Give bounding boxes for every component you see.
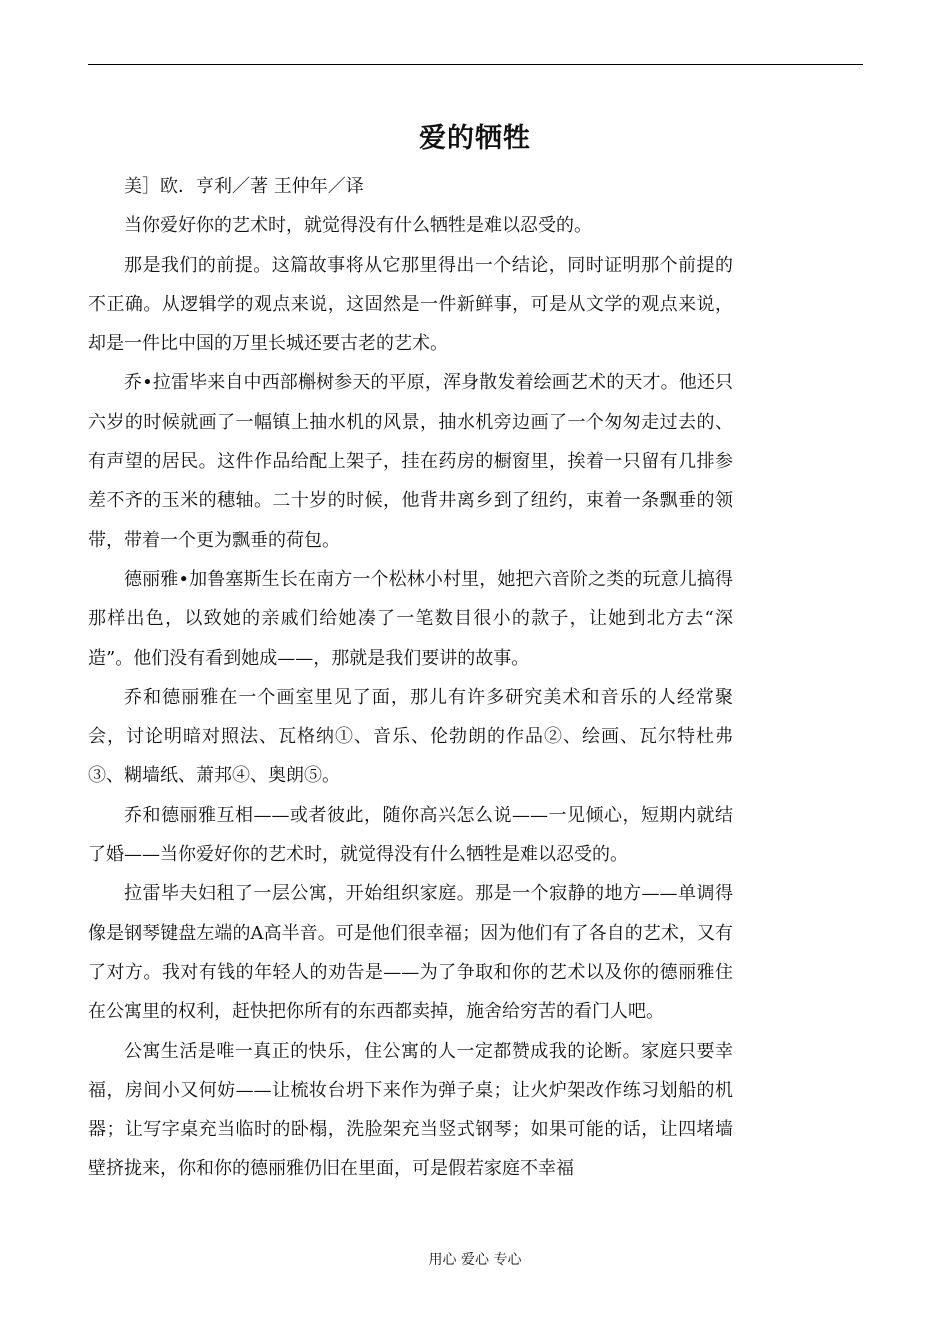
paragraph: 乔和德丽雅在一个画室里见了面，那儿有许多研究美术和音乐的人经常聚会，讨论明暗对照法、瓦格纳①、音乐、伦勃朗的作品②、绘画、瓦尔特杜弗③、糊墙纸、萧邦④、奥朗⑤。: [88, 686, 733, 787]
article-title: 爱的牺牲: [419, 123, 531, 154]
paragraph: 拉雷毕夫妇租了一层公寓，开始组织家庭。那是一个寂静的地方——单调得像是钢琴键盘左端的A高半音。可是他们很幸福；因为他们有了各自的艺术，又有了对方。我对有钱的年轻人的劝告是——为了争取和你的艺术以及你的德丽雅住在公寓里的权利，赶快把你所有的东西都卖掉，施舍给穷苦的看门人吧。: [88, 883, 733, 1023]
article-body: [88, 167, 733, 1189]
paragraph: 乔•拉雷毕来自中西部槲树参天的平原，浑身散发着绘画艺术的天才。他还只六岁的时候就画了一幅镇上抽水机的风景，抽水机旁边画了一个匆匆走过去的、有声望的居民。这件作品给配上架子，挂在药房的橱窗里，挨着一只留有几排参差不齐的玉米的穗轴。二十岁的时候，他背井离乡到了纽约，束着一条飘垂的领带，带着一个更为飘垂的荷包。: [88, 372, 733, 551]
paragraph: 乔和德丽雅互相——或者彼此，随你高兴怎么说——一见倾心，短期内就结了婚——当你爱好你的艺术时，就觉得没有什么牺牲是难以忍受的。: [88, 804, 733, 866]
page-footer: 用心 爱心 专心: [428, 1252, 522, 1268]
paragraph: 那是我们的前提。这篇故事将从它那里得出一个结论，同时证明那个前提的不正确。从逻辑学的观点来说，这固然是一件新鲜事，可是从文学的观点来说，却是一件比中国的万里长城还要古老的艺术。: [88, 254, 733, 355]
header-rule: [88, 64, 863, 65]
byline: 美］欧．亨利／著 王仲年／译: [124, 176, 364, 197]
paragraph: 当你爱好你的艺术时，就觉得没有什么牺牲是难以忍受的。: [124, 215, 592, 237]
paragraph: 公寓生活是唯一真正的快乐，住公寓的人一定都赞成我的论断。家庭只要幸福，房间小又何妨——让梳妆台坍下来作为弹子桌；让火炉架改作练习划船的机器；让写字桌充当临时的卧榻，洗脸架充当竖式钢琴；如果可能的话，让四堵墙壁挤拢来，你和你的德丽雅仍旧在里面，可是假若家庭不幸福: [88, 1040, 733, 1180]
paragraph: 德丽雅•加鲁塞斯生长在南方一个松林小村里，她把六音阶之类的玩意儿搞得那样出色，以致她的亲戚们给她凑了一笔数目很小的款子，让她到北方去“深造”。他们没有看到她成——，那就是我们要讲的故事。: [88, 568, 733, 669]
